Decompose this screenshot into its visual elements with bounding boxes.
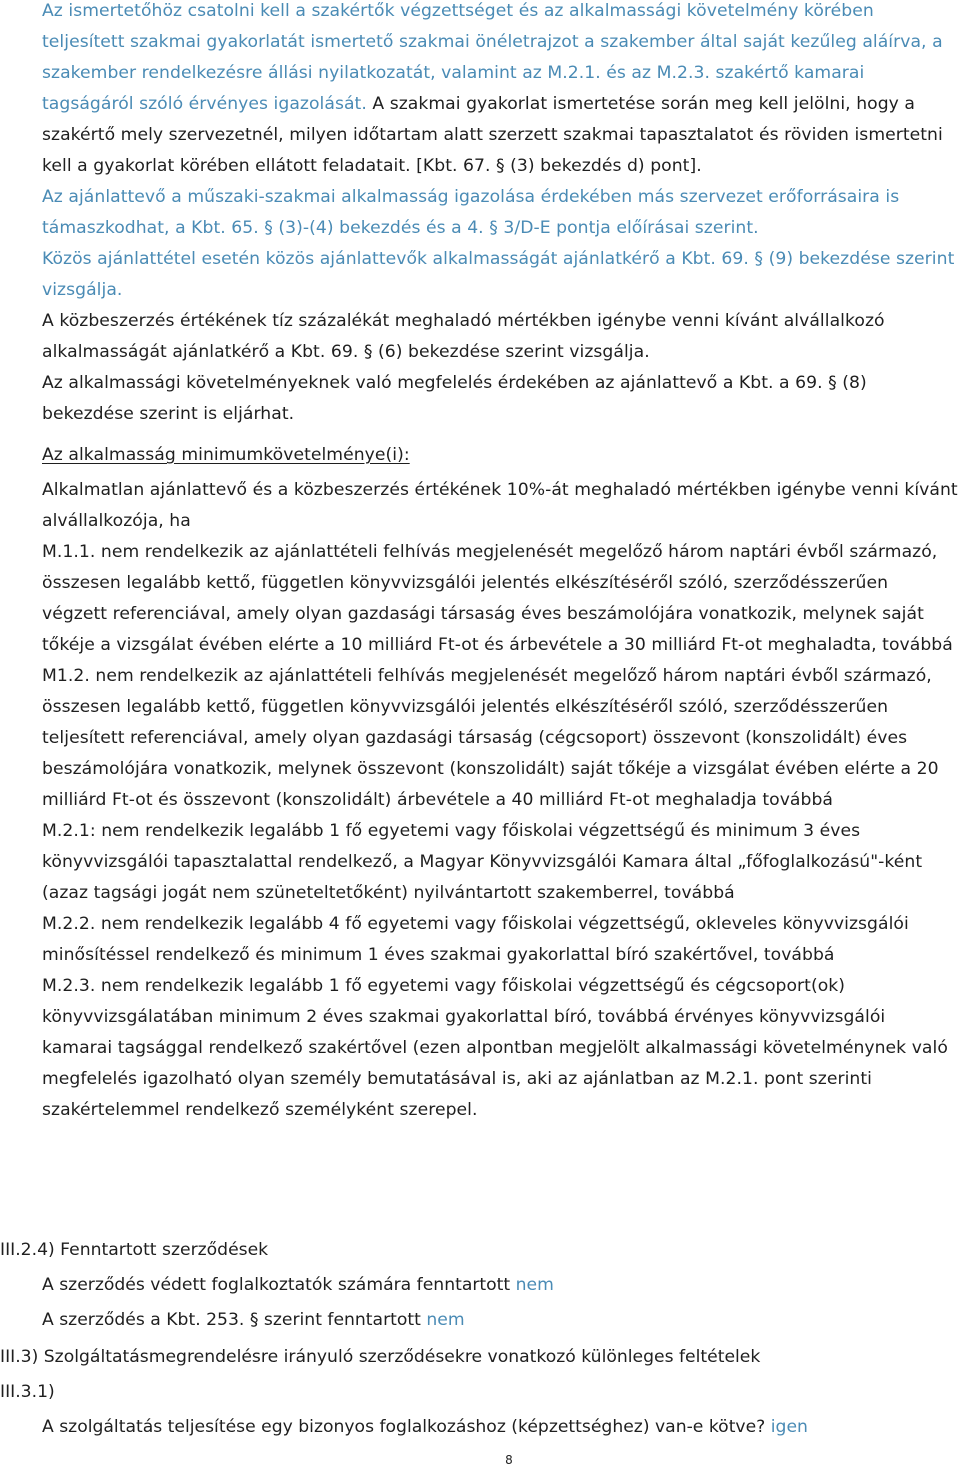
intro-block <box>42 0 958 430</box>
reserved-protected-answer: nem <box>515 1275 554 1295</box>
requirement-m11: M.1.1. nem rendelkezik az ajánlattételi felhívás megjelenését megelőző három naptári évből származó, összesen legalább kettő, független könyvvizsgálói jelentés elkészítéséről szóló, szerződésszerűen végzett referenciával, amely olyan gazdasági társaság éves beszámolójára vonatkozik, melynek saját tőkéje a vizsgálat évében elérte a 10 milliárd Ft-ot és árbevétele a 30 milliárd Ft-ot meghaladta, továbbá <box>42 542 953 655</box>
section-iii-2-4-heading: III.2.4) Fenntartott szerződések <box>0 1240 269 1260</box>
requirement-m23: M.2.3. nem rendelkezik legalább 1 fő egyetemi vagy főiskolai végzettségű és cégcsoport(ok) könyvvizsgálatában minimum 2 éves szakmai gyakorlattal bíró, továbbá érvényes könyvvizsgálói kamarai tagsággal rendelkező szakértővel (ezen alpontban megjelölt alkalmassági követelménynek való megfelelés igazolható olyan személy bemutatásával is, aki az ajánlatban az M.2.1. pont szerinti szakértelemmel rendelkező személyként szerepel. <box>42 976 948 1120</box>
requirement-m22: M.2.2. nem rendelkezik legalább 4 fő egyetemi vagy főiskolai végzettségű, okleveles könyvvizsgálói minősítéssel rendelkező és minimum 1 éves szakmai gyakorlattal bíró szakértővel, továbbá <box>42 914 909 965</box>
intro-paragraph-2: Az ajánlattevő a műszaki-szakmai alkalmasság igazolása érdekében más szervezet erőforrásaira is támaszkodhat, a Kbt. 65. § (3)-(4) bekezdés és a 4. § 3/D-E pontja előírásai szerint. <box>42 187 900 238</box>
intro-paragraph-3: Közös ajánlattétel esetén közös ajánlattevők alkalmasságát ajánlatkérő a Kbt. 69. § (9) bekezdése szerint vizsgálja. <box>42 249 955 300</box>
min-req-block <box>42 475 958 1126</box>
reserved-253-row <box>42 1306 465 1334</box>
intro-paragraph-1-cont: A szakmai gyakorlat ismertetése során meg kell jelölni, hogy a szakértő mely szervezetnél, milyen időtartam alatt szerzett szakmai tapasztalatot és röviden ismertetni kell a gyakorlat körében ellátott feladatait. [Kbt. 67. § (3) bekezdés d) pont]. <box>42 94 943 176</box>
reserved-253-question: A szerződés a Kbt. 253. § szerint fenntartott <box>42 1310 421 1330</box>
profession-row <box>42 1413 808 1441</box>
intro-paragraph-4: A közbeszerzés értékének tíz százalékát meghaladó mértékben igénybe venni kívánt alvállalkozó alkalmasságát ajánlatkérő a Kbt. 69. § (6) bekezdése szerint vizsgálja. <box>42 311 885 362</box>
min-req-paragraph: Alkalmatlan ajánlattevő és a közbeszerzés értékének 10%-át meghaladó mértékben igénybe venni kívánt alvállalkozója, ha <box>42 480 958 531</box>
min-req-heading: Az alkalmasság minimumkövetelménye(i): <box>42 445 410 465</box>
intro-paragraph-5: Az alkalmassági követelményeknek való megfelelés érdekében az ajánlattevő a Kbt. a 69. § (8) bekezdése szerint is eljárhat. <box>42 373 867 424</box>
section-iii-3-heading: III.3) Szolgáltatásmegrendelésre irányuló szerződésekre vonatkozó különleges feltételek <box>0 1347 761 1367</box>
reserved-protected-question: A szerződés védett foglalkoztatók számára fenntartott <box>42 1275 511 1295</box>
intro-paragraph-1: Az ismertetőhöz csatolni kell a szakértők végzettséget és az alkalmassági követelmény körében teljesített szakmai gyakorlatát ismertető szakmai önéletrajzot a szakember által saját kezűleg aláírva, a szakember rendelkezésre állási nyilatkozatát, valamint az M.2.1. és az M.2.3. szakértő kamarai tagságáról szóló érvényes igazolását. <box>42 1 943 114</box>
profession-answer: igen <box>770 1417 808 1437</box>
reserved-protected-row <box>42 1271 554 1299</box>
section-iii-3-1-label: III.3.1) <box>0 1382 55 1402</box>
page-number: 8 <box>505 1453 513 1467</box>
requirement-m12: M1.2. nem rendelkezik az ajánlattételi felhívás megjelenését megelőző három naptári évből származó, összesen legalább kettő, független könyvvizsgálói jelentés elkészítéséről szóló, szerződésszerűen teljesített referenciával, amely olyan gazdasági társaság (cégcsoport) összevont (konszolidált) éves beszámolójára vonatkozik, melynek összevont (konszolidált) saját tőkéje a vizsgálat évében elérte a 20 milliárd Ft-ot és összevont (konszolidált) árbevétele a 40 milliárd Ft-ot meghaladja továbbá <box>42 666 939 810</box>
reserved-253-answer: nem <box>426 1310 465 1330</box>
profession-question: A szolgáltatás teljesítése egy bizonyos foglalkozáshoz (képzettséghez) van-e kötve? <box>42 1417 766 1437</box>
requirement-m21: M.2.1: nem rendelkezik legalább 1 fő egyetemi vagy főiskolai végzettségű és minimum 3 éves könyvvizsgálói tapasztalattal rendelkező, a Magyar Könyvvizsgálói Kamara által „főfoglalkozású"-ként (azaz tagsági jogát nem szüneteltetőként) nyilvántartott szakemberrel, továbbá <box>42 821 923 903</box>
